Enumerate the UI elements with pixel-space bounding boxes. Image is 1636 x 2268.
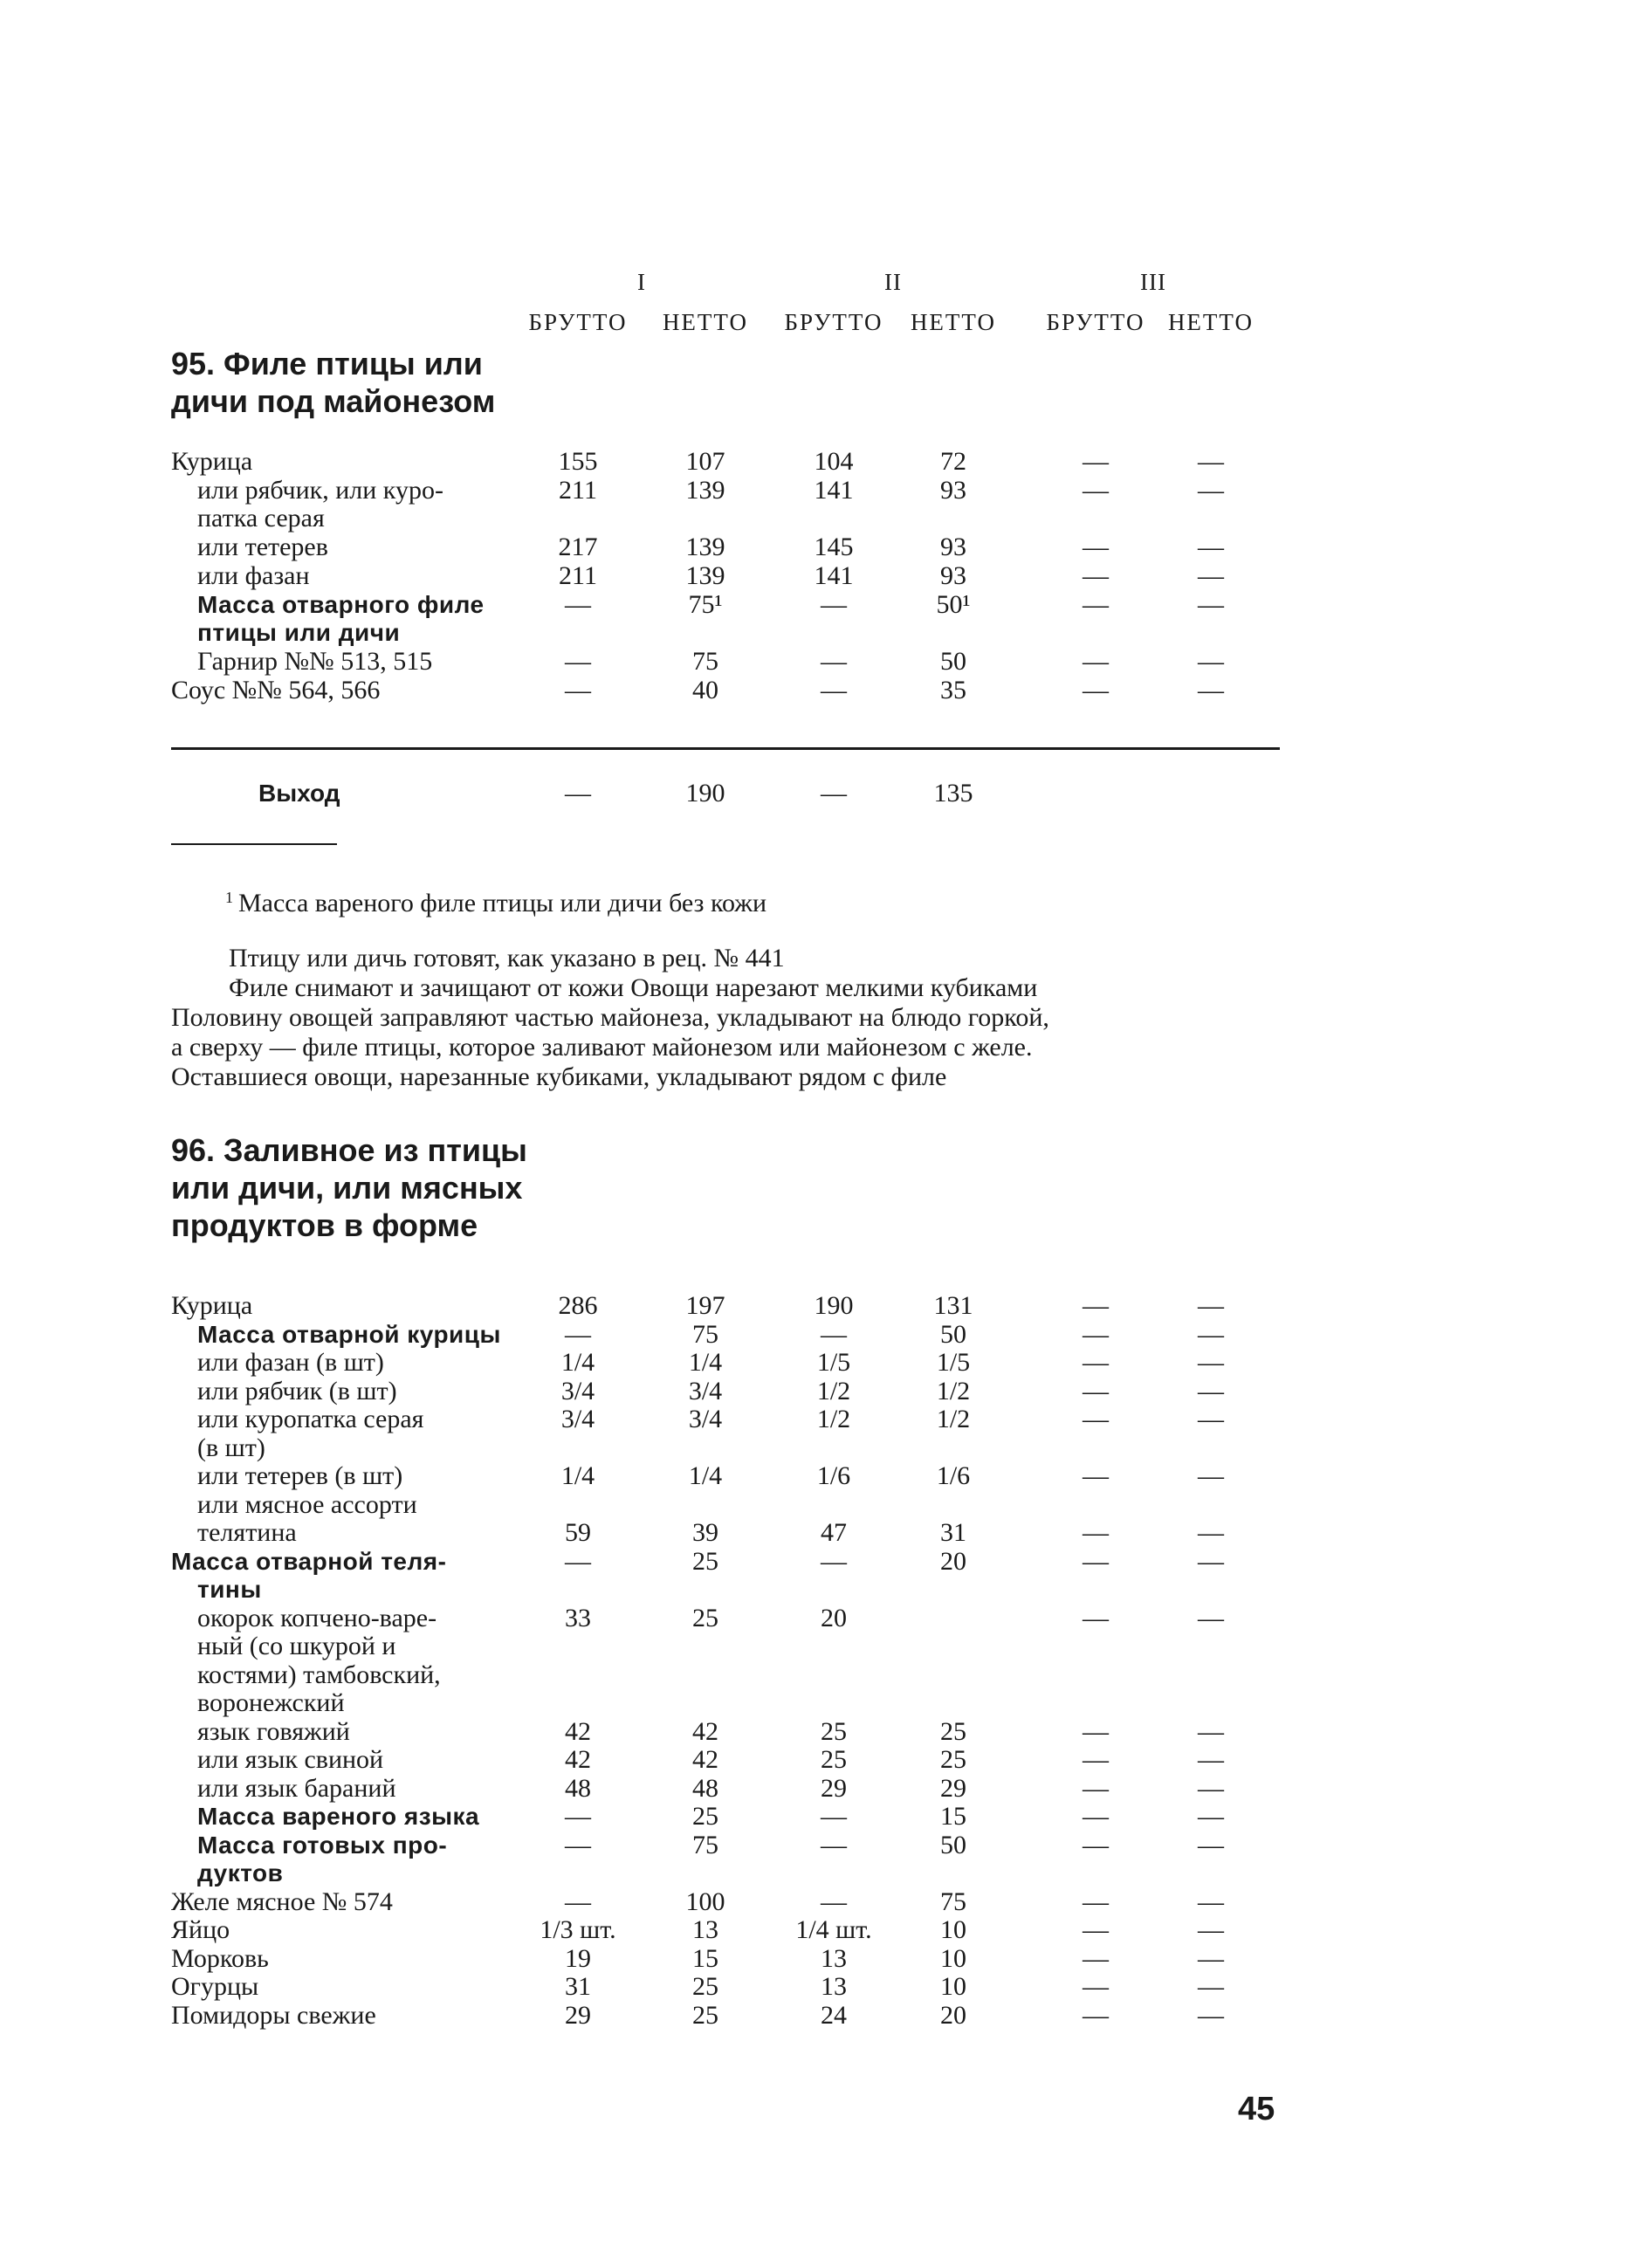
column-header-brutto-1: БРУТТО xyxy=(528,309,628,335)
table-cell: 33 xyxy=(565,1603,591,1632)
table-cell: 25 xyxy=(821,1716,847,1746)
table-cell: — xyxy=(821,1830,847,1859)
table-cell: — xyxy=(1198,1915,1224,1944)
table-cell: 211 xyxy=(559,475,597,505)
table-cell: 31 xyxy=(940,1518,966,1547)
table-cell: 59 xyxy=(565,1518,591,1547)
footnote-rule xyxy=(171,843,337,845)
table-cell: 10 xyxy=(940,1972,966,2001)
recipe-95-output-row xyxy=(0,780,1636,808)
column-group-2: II xyxy=(884,269,902,295)
table-cell: 50 xyxy=(940,1830,966,1859)
ingredient-label: или рябчик (в шт) xyxy=(197,1376,397,1405)
table-row xyxy=(0,1576,1636,1604)
table-row xyxy=(0,1405,1636,1433)
ingredient-label: патка серая xyxy=(197,504,325,533)
page-number: 45 xyxy=(1238,2091,1275,2127)
column-header-netto-1: НЕТТО xyxy=(662,309,749,335)
table-cell: 3/4 xyxy=(688,1405,723,1433)
table-cell: — xyxy=(1083,646,1109,676)
table-row xyxy=(0,1548,1636,1576)
table-cell: — xyxy=(1198,1887,1224,1916)
table-cell: — xyxy=(1083,1546,1109,1576)
ingredient-label: язык говяжий xyxy=(197,1716,350,1746)
ingredient-label: тины xyxy=(197,1576,262,1603)
table-row xyxy=(0,1349,1636,1377)
table-cell: — xyxy=(1083,1745,1109,1774)
table-cell: 100 xyxy=(685,1887,725,1916)
ingredient-label: ный (со шкурой и xyxy=(197,1632,396,1660)
table-row xyxy=(0,1321,1636,1349)
table-row xyxy=(0,1746,1636,1774)
table-row xyxy=(0,1973,1636,2001)
table-cell: — xyxy=(821,1802,847,1831)
table-cell: — xyxy=(1198,1518,1224,1547)
table-cell: 20 xyxy=(821,1603,847,1632)
table-cell: 75 xyxy=(692,646,718,676)
column-header-brutto-3: БРУТТО xyxy=(1046,309,1145,335)
table-row xyxy=(0,1462,1636,1490)
table-cell: 24 xyxy=(821,2000,847,2030)
recipe-95-title: 95. Филе птицы или дичи под майонезом xyxy=(171,346,496,419)
table-cell: 13 xyxy=(821,1972,847,2001)
table-cell: 75 xyxy=(692,1319,718,1349)
ingredient-label: Курица xyxy=(171,447,253,476)
table-cell: 35 xyxy=(940,675,966,704)
table-cell: 10 xyxy=(940,1915,966,1944)
table-cell: 13 xyxy=(821,1943,847,1973)
table-cell: — xyxy=(1083,1716,1109,1746)
table-cell: — xyxy=(1198,1405,1224,1433)
table-cell: — xyxy=(565,1830,591,1859)
table-cell: 40 xyxy=(692,675,718,704)
table-row xyxy=(0,1832,1636,1859)
table-cell: 1/6 xyxy=(936,1461,971,1490)
table-cell: 1/4 xyxy=(560,1461,595,1490)
table-cell: — xyxy=(565,1319,591,1349)
table-row xyxy=(0,533,1636,561)
table-cell: — xyxy=(1198,2000,1224,2030)
table-cell: — xyxy=(1198,1745,1224,1774)
table-cell: 25 xyxy=(692,1603,718,1632)
table-cell: — xyxy=(1198,1291,1224,1320)
table-row xyxy=(0,1718,1636,1746)
table-cell: — xyxy=(1198,1461,1224,1490)
ingredient-label: Яйцо xyxy=(171,1915,230,1944)
ingredient-label: Масса отварного филе xyxy=(197,590,485,618)
table-cell: 20 xyxy=(940,2000,966,2030)
table-cell: 48 xyxy=(692,1773,718,1803)
table-cell: — xyxy=(1083,560,1109,590)
table-cell: 29 xyxy=(821,1773,847,1803)
table-cell: — xyxy=(1198,675,1224,704)
table-cell: — xyxy=(821,675,847,704)
table-cell: — xyxy=(1198,646,1224,676)
table-cell: 155 xyxy=(558,447,598,476)
table-cell: 15 xyxy=(940,1802,966,1831)
ingredient-label: Масса вареного языка xyxy=(197,1803,480,1830)
table-cell: 25 xyxy=(940,1745,966,1774)
ingredient-label: или мясное ассорти xyxy=(197,1489,417,1519)
table-row xyxy=(0,677,1636,704)
table-cell: 1/4 xyxy=(560,1348,595,1377)
table-cell: — xyxy=(1083,1773,1109,1803)
table-cell: — xyxy=(821,589,847,619)
table-row xyxy=(0,648,1636,676)
table-cell: 139 xyxy=(685,475,725,505)
table-cell: 1/2 xyxy=(816,1405,851,1433)
table-cell: — xyxy=(1198,1972,1224,2001)
table-row xyxy=(0,477,1636,505)
table-row xyxy=(0,591,1636,619)
table-row xyxy=(0,1945,1636,1973)
recipe-96-title: 96. Заливное из птицы или дичи, или мясных продуктов в форме xyxy=(171,1132,527,1243)
table-cell: 47 xyxy=(821,1518,847,1547)
table-cell: — xyxy=(1198,1319,1224,1349)
table-cell: 1/4 шт. xyxy=(795,1915,872,1944)
ingredient-label: или фазан (в шт) xyxy=(197,1348,384,1377)
table-cell: 197 xyxy=(685,1291,725,1320)
ingredient-label: Курица xyxy=(171,1291,253,1320)
ingredient-label: или тетерев xyxy=(197,533,328,562)
table-cell: — xyxy=(1198,1773,1224,1803)
table-row xyxy=(0,619,1636,647)
ingredient-label: или язык свиной xyxy=(197,1745,384,1774)
table-cell: — xyxy=(1198,589,1224,619)
table-cell: — xyxy=(565,589,591,619)
table-cell: — xyxy=(1083,1461,1109,1490)
table-cell: 3/4 xyxy=(560,1376,595,1405)
table-cell: — xyxy=(1198,1802,1224,1831)
table-row xyxy=(0,448,1636,476)
ingredient-label: Масса отварной теля- xyxy=(171,1547,447,1575)
table-cell: 48 xyxy=(565,1773,591,1803)
table-cell: 3/4 xyxy=(560,1405,595,1433)
table-cell: — xyxy=(821,646,847,676)
table-row xyxy=(0,1632,1636,1660)
table-cell: — xyxy=(1083,2000,1109,2030)
column-group-1: I xyxy=(637,269,646,295)
ingredient-label: Морковь xyxy=(171,1943,269,1973)
column-header-netto-2: НЕТТО xyxy=(910,309,997,335)
table-cell: 42 xyxy=(565,1745,591,1774)
table-cell: — xyxy=(1198,1546,1224,1576)
table-cell: — xyxy=(1083,1943,1109,1973)
table-row xyxy=(0,562,1636,590)
instruction-line: Птицу или дичь готовят, как указано в рец. № 441 xyxy=(229,944,785,972)
table-cell: 1/2 xyxy=(816,1376,851,1405)
table-cell: 25 xyxy=(940,1716,966,1746)
table-cell: — xyxy=(1198,560,1224,590)
table-cell: 104 xyxy=(814,447,854,476)
table-cell: 72 xyxy=(940,447,966,476)
table-row xyxy=(0,1605,1636,1632)
ingredient-label: птицы или дичи xyxy=(197,619,401,647)
output-label: Выход xyxy=(258,780,340,807)
table-cell: 19 xyxy=(565,1943,591,1973)
table-row xyxy=(0,1775,1636,1803)
table-cell: 1/4 xyxy=(688,1461,723,1490)
table-cell: 141 xyxy=(814,560,854,590)
table-cell: 25 xyxy=(692,1546,718,1576)
table-row xyxy=(0,1888,1636,1916)
table-cell: 29 xyxy=(940,1773,966,1803)
ingredient-label: Желе мясное № 574 xyxy=(171,1887,393,1916)
table-cell: 50¹ xyxy=(936,589,971,619)
instruction-line: Филе снимают и зачищают от кожи Овощи нарезают мелкими кубиками xyxy=(229,973,1038,1002)
table-cell: — xyxy=(1198,1348,1224,1377)
table-cell: 42 xyxy=(565,1716,591,1746)
table-cell: 3/4 xyxy=(688,1376,723,1405)
table-cell: 75 xyxy=(940,1887,966,1916)
table-row xyxy=(0,1803,1636,1831)
footnote-mark: 1 xyxy=(225,889,233,906)
table-cell: 25 xyxy=(692,2000,718,2030)
table-cell: — xyxy=(1083,1518,1109,1547)
table-cell: 1/5 xyxy=(816,1348,851,1377)
output-value: — xyxy=(821,779,847,808)
ingredient-label: Помидоры свежие xyxy=(171,2000,376,2030)
ingredient-label: Соус №№ 564, 566 xyxy=(171,675,381,704)
table-cell: 286 xyxy=(558,1291,598,1320)
table-cell: — xyxy=(1083,1887,1109,1916)
table-cell: — xyxy=(1083,1915,1109,1944)
table-cell: 139 xyxy=(685,560,725,590)
table-cell: 31 xyxy=(565,1972,591,2001)
ingredient-label: или куропатка серая xyxy=(197,1405,424,1433)
table-cell: — xyxy=(1083,1348,1109,1377)
ingredient-label: воронежский xyxy=(197,1688,345,1717)
table-row xyxy=(0,1859,1636,1887)
table-row xyxy=(0,505,1636,533)
table-row xyxy=(0,1378,1636,1405)
table-cell: 139 xyxy=(685,533,725,562)
ingredient-label: или фазан xyxy=(197,560,310,590)
footnote xyxy=(225,882,766,919)
table-cell: 93 xyxy=(940,560,966,590)
ingredient-label: окорок копчено-варе- xyxy=(197,1603,437,1632)
output-value: 135 xyxy=(933,779,973,808)
table-rule xyxy=(171,747,1280,750)
table-row xyxy=(0,1491,1636,1519)
table-row xyxy=(0,1292,1636,1320)
ingredient-label: или язык бараний xyxy=(197,1773,396,1803)
ingredient-label: или рябчик, или куро- xyxy=(197,475,443,505)
table-cell: — xyxy=(1083,1830,1109,1859)
table-cell: — xyxy=(1198,1603,1224,1632)
table-cell: 141 xyxy=(814,475,854,505)
output-value: — xyxy=(565,779,591,808)
table-cell: 25 xyxy=(692,1802,718,1831)
table-cell: 1/6 xyxy=(816,1461,851,1490)
table-cell: — xyxy=(1198,475,1224,505)
table-cell: — xyxy=(1198,1376,1224,1405)
table-row xyxy=(0,1519,1636,1547)
ingredient-label: или тетерев (в шт) xyxy=(197,1461,403,1490)
table-cell: 93 xyxy=(940,533,966,562)
instruction-line: а сверху — филе птицы, которое заливают майонезом или майонезом с желе. xyxy=(171,1033,1033,1062)
footnote-text: Масса вареного филе птицы или дичи без кожи xyxy=(238,889,767,918)
table-cell: — xyxy=(1083,1291,1109,1320)
table-cell: 190 xyxy=(814,1291,854,1320)
table-cell: — xyxy=(1083,1972,1109,2001)
ingredient-label: (в шт) xyxy=(197,1433,265,1462)
table-cell: — xyxy=(1198,1943,1224,1973)
table-cell: 217 xyxy=(558,533,598,562)
table-cell: — xyxy=(821,1546,847,1576)
table-cell: 15 xyxy=(692,1943,718,1973)
table-cell: — xyxy=(1083,1405,1109,1433)
table-cell: 93 xyxy=(940,475,966,505)
table-cell: 10 xyxy=(940,1943,966,1973)
table-row xyxy=(0,1916,1636,1944)
table-cell: 42 xyxy=(692,1745,718,1774)
column-header-brutto-2: БРУТТО xyxy=(784,309,883,335)
table-cell: 1/4 xyxy=(688,1348,723,1377)
table-cell: 1/2 xyxy=(936,1376,971,1405)
table-cell: 50 xyxy=(940,646,966,676)
table-cell: — xyxy=(1083,589,1109,619)
ingredient-label: дуктов xyxy=(197,1859,284,1887)
table-cell: — xyxy=(1083,1376,1109,1405)
table-row xyxy=(0,1434,1636,1462)
ingredient-label: Гарнир №№ 513, 515 xyxy=(197,646,433,676)
column-group-3: III xyxy=(1140,269,1166,295)
table-cell: 50 xyxy=(940,1319,966,1349)
ingredient-label: Масса отварной курицы xyxy=(197,1320,501,1348)
table-row xyxy=(0,1661,1636,1689)
ingredient-label: телятина xyxy=(197,1518,297,1547)
table-cell: 1/5 xyxy=(936,1348,971,1377)
table-cell: 42 xyxy=(692,1716,718,1746)
table-cell: 145 xyxy=(814,533,854,562)
table-cell: 1/2 xyxy=(936,1405,971,1433)
table-cell: — xyxy=(1198,447,1224,476)
instruction-line: Оставшиеся овощи, нарезанные кубиками, укладывают рядом с филе xyxy=(171,1062,947,1091)
table-cell: — xyxy=(1083,447,1109,476)
output-value: 190 xyxy=(685,779,725,808)
ingredient-label: костями) тамбовский, xyxy=(197,1660,441,1689)
column-header-netto-3: НЕТТО xyxy=(1167,309,1254,335)
instruction-line: Половину овощей заправляют частью майонеза, укладывают на блюдо горкой, xyxy=(171,1003,1049,1032)
table-cell: — xyxy=(565,646,591,676)
table-cell: 25 xyxy=(821,1745,847,1774)
table-cell: 25 xyxy=(692,1972,718,2001)
table-cell: 39 xyxy=(692,1518,718,1547)
table-cell: — xyxy=(1083,675,1109,704)
ingredient-label: Огурцы xyxy=(171,1972,259,2001)
table-cell: 29 xyxy=(565,2000,591,2030)
recipe-95-instructions xyxy=(171,944,1280,1092)
table-cell: 75¹ xyxy=(688,589,723,619)
table-cell: — xyxy=(1083,1802,1109,1831)
table-cell: — xyxy=(821,1319,847,1349)
table-cell: — xyxy=(1198,1830,1224,1859)
table-cell: — xyxy=(1083,533,1109,562)
table-cell: — xyxy=(565,1802,591,1831)
table-cell: — xyxy=(565,1546,591,1576)
table-cell: — xyxy=(1083,1319,1109,1349)
table-row xyxy=(0,2002,1636,2030)
table-cell: 13 xyxy=(692,1915,718,1944)
table-cell: 211 xyxy=(559,560,597,590)
table-cell: — xyxy=(565,675,591,704)
table-cell: — xyxy=(821,1887,847,1916)
table-cell: 107 xyxy=(685,447,725,476)
table-cell: — xyxy=(565,1887,591,1916)
table-row xyxy=(0,1689,1636,1717)
table-cell: — xyxy=(1083,1603,1109,1632)
table-cell: — xyxy=(1198,533,1224,562)
table-cell: — xyxy=(1198,1716,1224,1746)
table-cell: — xyxy=(1083,475,1109,505)
table-cell: 20 xyxy=(940,1546,966,1576)
ingredient-label: Масса готовых про- xyxy=(197,1831,448,1859)
table-cell: 1/3 шт. xyxy=(540,1915,616,1944)
table-cell: 75 xyxy=(692,1830,718,1859)
table-cell: 131 xyxy=(933,1291,973,1320)
